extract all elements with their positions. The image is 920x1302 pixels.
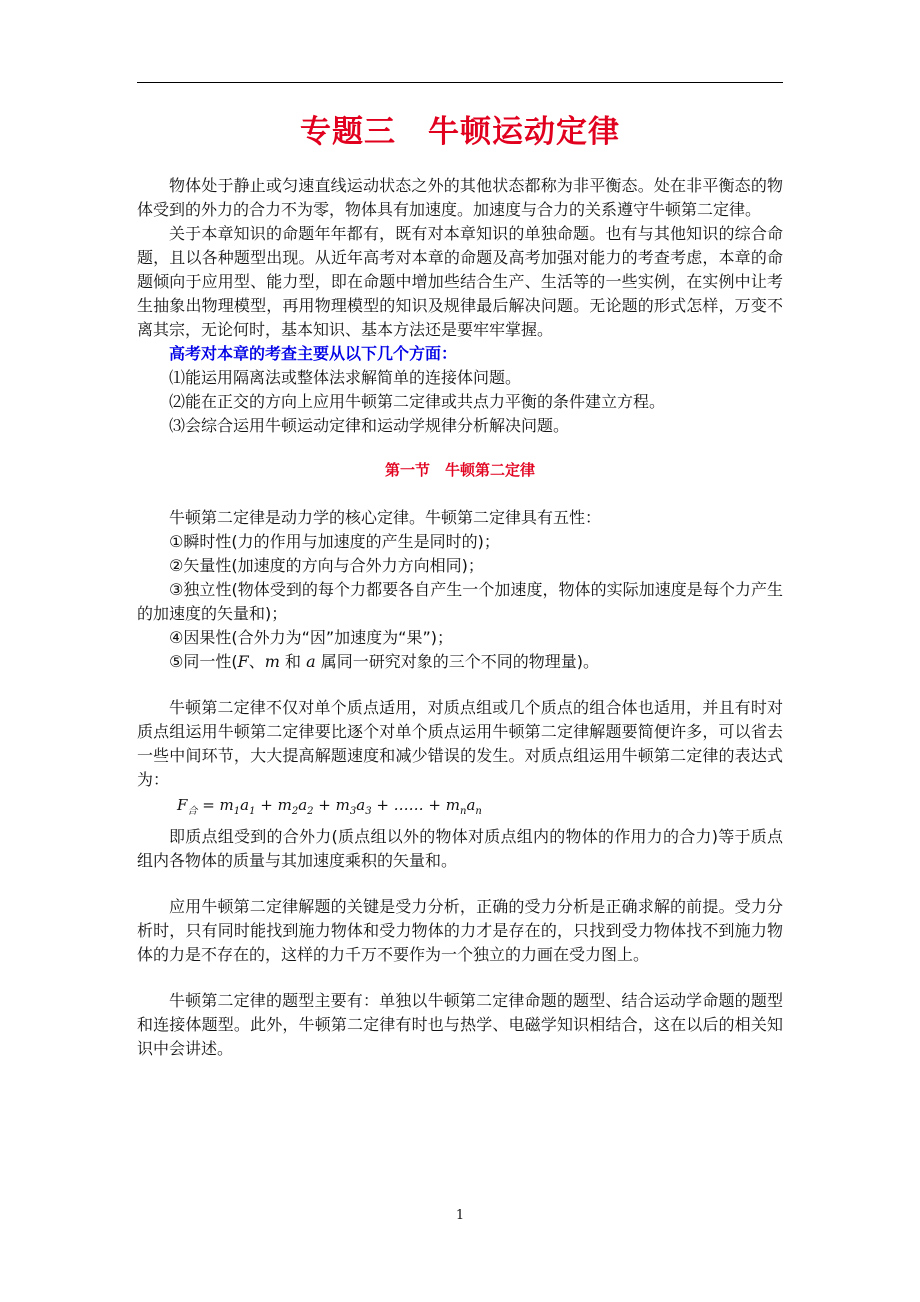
formula-lhs-sub: 合 bbox=[187, 806, 198, 817]
variable-f: F bbox=[237, 652, 249, 671]
formula-sub: n bbox=[475, 806, 482, 817]
property-item-text: 属同一研究对象的三个不同的物理量)。 bbox=[315, 652, 599, 671]
page-title: 专题三 牛顿运动定律 bbox=[300, 114, 620, 150]
formula-term: a bbox=[356, 796, 366, 814]
problem-types-paragraph: 牛顿第二定律的题型主要有：单独以牛顿第二定律命题的题型、结合运动学命题的题型和连接体题型。此外，牛顿第二定律有时也与热学、电磁学知识相结合，这在以后的相关知识中会讲述。 bbox=[137, 991, 783, 1058]
property-item: ④因果性(合外力为“因”加速度为“果”)； bbox=[169, 628, 453, 647]
formula-lhs: F bbox=[177, 796, 188, 814]
separator: 、 bbox=[248, 652, 265, 671]
property-item bbox=[137, 650, 783, 674]
separator: 和 bbox=[279, 652, 307, 671]
header-rule bbox=[137, 82, 783, 83]
spacer bbox=[137, 674, 783, 696]
focus-heading: 高考对本章的考查主要从以下几个方面： bbox=[169, 344, 458, 363]
formula-dots: + …… + bbox=[371, 796, 446, 814]
formula-sub: 2 bbox=[307, 806, 314, 817]
force-analysis-paragraph: 应用牛顿第二定律解题的关键是受力分析，正确的受力分析是正确求解的前提。受力分析时，只有同时能找到施力物体和受力物体的力才是存在的，只找到受力物体找不到施力物体的力是不存在的，这样的力千万不要作为一个独立的力画在受力图上。 bbox=[137, 897, 783, 964]
property-item: ②矢量性(加速度的方向与合外力方向相同)； bbox=[169, 556, 484, 575]
property-item-text: ⑤同一性( bbox=[169, 652, 238, 671]
intro-paragraph-2: 关于本章知识的命题年年都有，既有对本章知识的单独命题。也有与其他知识的综合命题，且以各种题型出现。从近年高考对本章的命题及高考加强对能力的考查考虑，本章的命题倾向于应用型、能力型，即在命题中增加些结合生产、生活等的一些实例，在实例中让考生抽象出物理模型，再用物理模型的知识及规律最后解决问题。无论题的形式怎样，万变不离其宗，无论何时，基本知识、基本方法还是要牢牢掌握。 bbox=[137, 224, 783, 339]
formula-term: m bbox=[277, 796, 292, 814]
newton-system-formula: $F_合 = m_1a_1 + m_2a_2 + m_3a_3$ + …… + $m_na_n$ bbox=[177, 796, 482, 817]
formula-term: m bbox=[219, 796, 234, 814]
page-number: 1 bbox=[455, 1208, 465, 1223]
formula-sub: 3 bbox=[365, 806, 372, 817]
formula-sub: 1 bbox=[249, 806, 256, 817]
formula-term: m bbox=[335, 796, 350, 814]
formula-sub: 2 bbox=[291, 806, 299, 817]
formula-explanation: 即质点组受到的合外力(质点组以外的物体对质点组内的物体的作用力的合力)等于质点组内各物体的质量与其加速度乘积的矢量和。 bbox=[137, 827, 783, 870]
formula-term: a bbox=[298, 796, 308, 814]
formula-term: a bbox=[466, 796, 476, 814]
formula-sub: n bbox=[460, 806, 467, 817]
focus-item: ⑴能运用隔离法或整体法求解简单的连接体问题。 bbox=[169, 368, 522, 387]
five-properties-lead: 牛顿第二定律是动力学的核心定律。牛顿第二定律具有五性： bbox=[169, 508, 602, 527]
spacer bbox=[137, 967, 783, 989]
formula-term: a bbox=[240, 796, 250, 814]
formula-sub: 3 bbox=[349, 806, 357, 817]
spacer bbox=[137, 873, 783, 895]
formula-sub: 1 bbox=[233, 806, 241, 817]
section-title: 第一节 牛顿第二定律 bbox=[384, 461, 535, 479]
formula-term: m bbox=[445, 796, 461, 814]
variable-m: m bbox=[264, 652, 280, 671]
focus-item: ⑶会综合运用牛顿运动定律和运动学规律分析解决问题。 bbox=[169, 416, 570, 435]
property-item: ③独立性(物体受到的每个力都要各自产生一个加速度，物体的实际加速度是每个力产生的加速度的矢量和)； bbox=[137, 580, 783, 623]
variable-a: a bbox=[306, 652, 316, 671]
focus-item: ⑵能在正交的方向上应用牛顿第二定律或共点力平衡的条件建立方程。 bbox=[169, 392, 666, 411]
formula-equals: = bbox=[197, 796, 220, 814]
intro-paragraph-1: 物体处于静止或匀速直线运动状态之外的其他状态都称为非平衡态。处在非平衡态的物体受到的外力的合力不为零，物体具有加速度。加速度与合力的关系遵守牛顿第二定律。 bbox=[137, 176, 783, 219]
system-paragraph: 牛顿第二定律不仅对单个质点适用，对质点组或几个质点的组合体也适用，并且有时对质点组运用牛顿第二定律要比逐个对单个质点运用牛顿第二定律解题要简便许多，可以省去一些中间环节，大大提高解题速度和减少错误的发生。对质点组运用牛顿第二定律的表达式为： bbox=[137, 698, 783, 789]
property-item: ①瞬时性(力的作用与加速度的产生是同时的)； bbox=[169, 532, 500, 551]
document-body bbox=[137, 174, 783, 1061]
watermark: om.cn bbox=[520, 598, 692, 661]
